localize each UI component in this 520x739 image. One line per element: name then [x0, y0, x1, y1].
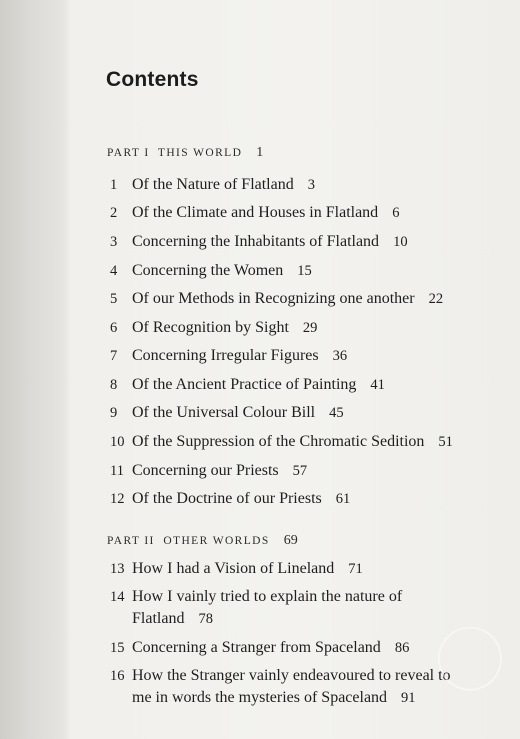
- toc-entry: [110, 176, 508, 194]
- page-title: Contents: [106, 68, 199, 91]
- chapter-title-line2: Flatland: [132, 610, 185, 627]
- chapter-page: 3: [307, 177, 315, 193]
- chapter-page: 45: [329, 405, 344, 421]
- chapter-page: 57: [292, 463, 308, 479]
- chapter-page: 15: [297, 263, 312, 279]
- chapter-title: How I had a Vision of Lineland: [132, 560, 335, 577]
- chapter-page: 10: [393, 234, 408, 250]
- part-heading-label: PART II OTHER WORLDS: [107, 535, 270, 547]
- chapter-number: 13: [110, 561, 125, 577]
- toc-entry: [110, 290, 508, 308]
- chapter-title: Concerning our Priests: [132, 462, 279, 479]
- toc-entry: [110, 204, 508, 222]
- part-page-number: 69: [283, 533, 298, 548]
- chapter-title: Concerning a Stranger from Spaceland: [132, 639, 381, 656]
- chapter-title: Of the Doctrine of our Priests: [132, 490, 322, 507]
- chapter-page: 6: [392, 205, 400, 221]
- chapter-page: 71: [348, 561, 363, 577]
- toc-entry: [110, 490, 508, 508]
- part-heading-1: [107, 145, 263, 161]
- chapter-page: 78: [198, 611, 213, 627]
- chapter-title-continued: [110, 689, 508, 707]
- chapter-title-continued: [110, 610, 508, 628]
- chapter-title: Concerning the Women: [132, 262, 284, 279]
- chapter-title: Of Recognition by Sight: [132, 319, 289, 336]
- part-heading-2: [107, 533, 298, 549]
- part-heading-label: PART I THIS WORLD: [107, 147, 243, 159]
- chapter-number: 3: [110, 234, 118, 250]
- chapter-number: 6: [110, 320, 118, 336]
- chapter-title: Of our Methods in Recognizing one another: [132, 290, 415, 307]
- chapter-number: 14: [110, 589, 125, 605]
- chapter-page: 51: [438, 434, 453, 450]
- toc-entry: [110, 639, 508, 657]
- chapter-number: 7: [110, 348, 118, 364]
- chapter-page: 29: [302, 320, 318, 336]
- chapter-number: 12: [110, 491, 125, 507]
- toc-entry: [110, 433, 508, 451]
- toc-entry: [110, 233, 508, 251]
- toc-entry: [110, 404, 508, 422]
- chapter-page: 41: [370, 377, 385, 393]
- chapter-number: 5: [110, 291, 118, 307]
- toc-entry: [110, 560, 508, 578]
- chapter-title: Of the Nature of Flatland: [132, 176, 294, 193]
- toc-entry: [110, 262, 508, 280]
- toc-entry: [110, 319, 508, 337]
- toc-entry: [110, 376, 508, 394]
- toc-entry: [110, 667, 508, 707]
- chapter-title: Of the Ancient Practice of Painting: [132, 376, 357, 393]
- chapter-number: 10: [110, 434, 125, 450]
- toc-entry: [110, 462, 508, 480]
- chapter-title: How the Stranger vainly endeavoured to reveal to: [132, 667, 451, 684]
- chapter-page: 86: [394, 640, 410, 656]
- chapter-title: How I vainly tried to explain the nature of: [132, 588, 403, 605]
- chapter-page: 91: [401, 690, 416, 706]
- chapter-title: Concerning Irregular Figures: [132, 347, 319, 364]
- page-gutter: [0, 0, 68, 739]
- chapter-page: 22: [428, 291, 444, 307]
- chapter-number: 4: [110, 263, 118, 279]
- chapter-title: Of the Suppression of the Chromatic Sedition: [132, 433, 425, 450]
- chapter-number: 16: [110, 668, 125, 684]
- chapter-number: 11: [110, 463, 124, 479]
- chapter-number: 1: [110, 177, 118, 193]
- chapter-number: 2: [110, 205, 118, 221]
- part-page-number: 1: [256, 145, 264, 160]
- chapter-title-line2: me in words the mysteries of Spaceland: [132, 689, 388, 706]
- chapter-page: 61: [335, 491, 351, 507]
- toc-entry: [110, 347, 508, 365]
- chapter-title: Of the Climate and Houses in Flatland: [132, 204, 379, 221]
- chapter-title: Concerning the Inhabitants of Flatland: [132, 233, 380, 250]
- chapter-title: Of the Universal Colour Bill: [132, 404, 316, 421]
- chapter-page: 36: [332, 348, 348, 364]
- chapter-number: 8: [110, 377, 118, 393]
- chapter-number: 9: [110, 405, 118, 421]
- chapter-number: 15: [110, 640, 125, 656]
- toc-entry: [110, 588, 508, 628]
